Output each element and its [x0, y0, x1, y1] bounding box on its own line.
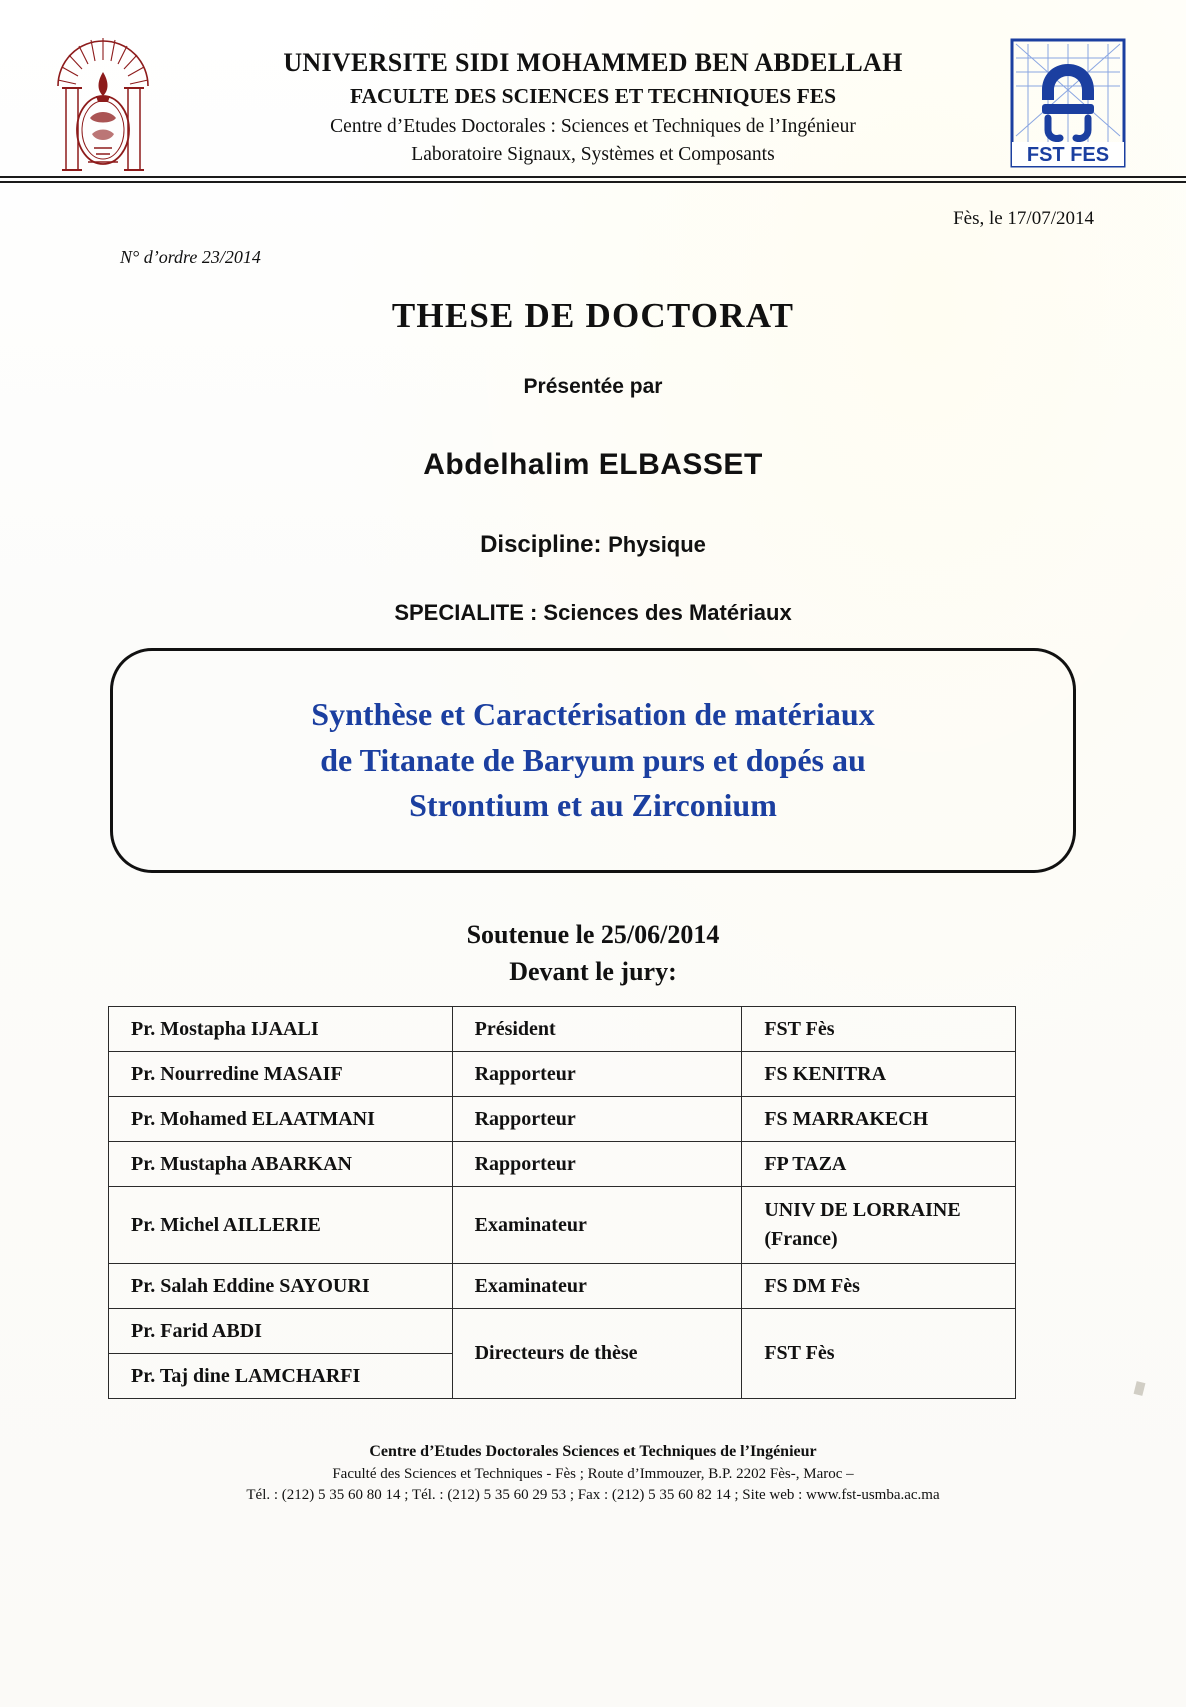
faculty-name: FACULTE DES SCIENCES ET TECHNIQUES FES: [349, 84, 837, 108]
defense-date: Soutenue le 25/06/2014: [466, 920, 720, 949]
footer-address: Faculté des Sciences et Techniques - Fès ; Route d’Immouzer, B.P. 2202 Fès-, Maroc –: [332, 1466, 854, 1482]
jury-member-affiliation: FS DM Fès: [742, 1264, 1016, 1309]
jury-member-role: Rapporteur: [452, 1052, 742, 1097]
table-row: [109, 1052, 1016, 1097]
jury-member-affiliation: FST Fès: [742, 1007, 1016, 1052]
jury-member-role: Président: [452, 1007, 742, 1052]
discipline-value: Physique: [608, 532, 706, 557]
jury-member-name: Pr. Farid ABDI: [109, 1309, 453, 1354]
discipline-line: [0, 531, 1186, 559]
jury-member-affiliation: FS MARRAKECH: [742, 1097, 1016, 1142]
laboratory-name: Laboratoire Signaux, Systèmes et Composants: [411, 144, 775, 165]
jury-member-name: Pr. Michel AILLERIE: [109, 1187, 453, 1264]
table-row: [109, 1187, 1016, 1264]
header-text-block: [150, 48, 1036, 166]
jury-member-name: Pr. Mohamed ELAATMANI: [109, 1097, 453, 1142]
doctoral-center-name: Centre d’Etudes Doctorales : Sciences et Techniques de l’Ingénieur: [330, 116, 856, 137]
jury-member-role: Examinateur: [452, 1187, 742, 1264]
jury-table: [108, 1006, 1016, 1399]
jury-member-role: Rapporteur: [452, 1142, 742, 1187]
author-name: Abdelhalim ELBASSET: [423, 448, 763, 481]
jury-member-affiliation: FP TAZA: [742, 1142, 1016, 1187]
table-row: [109, 1142, 1016, 1187]
fst-fes-logo-icon: [1008, 38, 1128, 168]
university-name: UNIVERSITE SIDI MOHAMMED BEN ABDELLAH: [283, 48, 903, 77]
jury-member-role: Examinateur: [452, 1264, 742, 1309]
thesis-subject-text: [285, 692, 900, 828]
speciality-line: SPECIALITE : Sciences des Matériaux: [394, 600, 792, 625]
footer-center-name: Centre d’Etudes Doctorales Sciences et Techniques de l’Ingénieur: [369, 1443, 817, 1460]
subject-line-2: de Titanate de Baryum purs et dopés au: [320, 741, 866, 778]
jury-member-name: Pr. Mustapha ABARKAN: [109, 1142, 453, 1187]
jury-member-name: Pr. Taj dine LAMCHARFI: [109, 1354, 453, 1399]
place-date: Fès, le 17/07/2014: [953, 208, 1094, 229]
table-row: [109, 1309, 1016, 1354]
jury-label: Devant le jury:: [509, 957, 677, 986]
jury-member-role: Rapporteur: [452, 1097, 742, 1142]
jury-member-name: Pr. Mostapha IJAALI: [109, 1007, 453, 1052]
header-divider: [0, 176, 1186, 183]
usmba-emblem-icon: [48, 30, 158, 175]
jury-member-affiliation: FS KENITRA: [742, 1052, 1016, 1097]
jury-member-affiliation: FST Fès: [742, 1309, 1016, 1399]
jury-member-affiliation: UNIV DE LORRAINE (France): [742, 1187, 1016, 1264]
scan-artifact: [1134, 1381, 1146, 1396]
table-row: [109, 1007, 1016, 1052]
jury-member-role: Directeurs de thèse: [452, 1309, 742, 1399]
thesis-subject-box: [110, 648, 1076, 873]
jury-member-name: Pr. Nourredine MASAIF: [109, 1052, 453, 1097]
order-number: N° d’ordre 23/2014: [120, 247, 261, 267]
document-header: [0, 18, 1186, 168]
svg-text:FST FES: FST FES: [1026, 144, 1110, 166]
table-row: [109, 1097, 1016, 1142]
table-row: [109, 1264, 1016, 1309]
presented-by-label: Présentée par: [523, 375, 663, 398]
document-footer: [0, 1443, 1186, 1504]
subject-line-1: Synthèse et Caractérisation de matériaux: [311, 696, 875, 733]
footer-contact: Tél. : (212) 5 35 60 80 14 ; Tél. : (212) 5 35 60 29 53 ; Fax : (212) 5 35 60 82 14 ; Site web : www.fst-usmba.ac.ma: [246, 1487, 940, 1503]
discipline-label: Discipline:: [480, 531, 602, 558]
document-type-title: THESE DE DOCTORAT: [391, 296, 795, 335]
jury-member-name: Pr. Salah Eddine SAYOURI: [109, 1264, 453, 1309]
subject-line-3: Strontium et au Zirconium: [409, 787, 777, 824]
